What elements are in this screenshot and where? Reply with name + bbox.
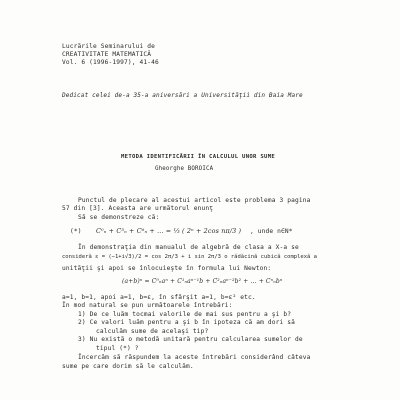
paragraph-1-line-3: Să se demonstreze că:: [78, 214, 160, 221]
paragraph-4-line-2: sume pe care dorim să le calculăm.: [62, 363, 194, 370]
paragraph-2-line-2: consideră ε = (−1+i√3)/2 = cos 2π/3 + i sin 2π/3 o rădăcină cubică complexă a: [62, 254, 317, 260]
journal-volume: Vol. 6 (1996-1997), 41-46: [62, 59, 159, 66]
paragraph-2-line-1: În demonstraţia din manualul de algebră de clasa a X-a se: [78, 244, 299, 251]
question-3-line-1: 3) Nu există o metodă unitară pentru calcularea sumelor de: [78, 336, 303, 343]
equation-1-label: (*): [70, 228, 82, 235]
paragraph-4-line-1: Încercăm să răspundem la aceste întrebări considerând câteva: [78, 354, 311, 361]
journal-name: Lucrările Seminarului de: [62, 43, 156, 50]
paragraph-3-line-1: a=1, b=1, apoi a=1, b=ε, în sfârşit a=1, b=ε² etc.: [62, 294, 256, 301]
equation-newton: (a+b)ⁿ = C⁰ₙaⁿ + C¹ₙaⁿ⁻¹b + C²ₙaⁿ⁻²b² + ... + Cⁿₙbⁿ: [122, 278, 283, 285]
question-2-line-1: 2) Ce valori luăm pentru a şi b în ipoteza că am dori să: [78, 319, 296, 326]
paragraph-1-line-2: 57 din [3]. Aceasta are următorul enunţ: [62, 205, 214, 212]
dedication: Dedicat celei de-a 35-a aniversări a Universităţii din Baia Mare: [62, 92, 303, 99]
paragraph-1-line-1: Punctul de plecare al acestui articol este problema 3 pagina: [78, 197, 311, 204]
equation-1-condition: , unde n∈N*: [250, 228, 293, 235]
equation-1: C⁰ₙ + C³ₙ + C⁶ₙ + ... = ⅓ ( 2ⁿ + 2cos nπ/3 ): [96, 227, 242, 235]
question-1: 1) De ce luăm tocmai valorile de mai sus pentru a şi b?: [78, 311, 292, 318]
paragraph-3-line-2: În mod natural se pun următoarele întrebări:: [62, 302, 233, 309]
author-name: Gheorghe BOROICA: [155, 166, 214, 172]
question-2-line-2: calculăm sume de acelaşi tip?: [96, 328, 209, 335]
article-title: METODA IDENTIFICĂRII ÎN CALCULUL UNOR SUME: [121, 154, 276, 160]
question-3-line-2: tipul (*) ?: [96, 345, 139, 352]
paragraph-2-line-3: unităţii şi apoi se înlocuieşte în formula lui Newton:: [62, 265, 272, 272]
journal-subtitle: CREATIVITATE MATEMATICĂ: [62, 51, 152, 58]
